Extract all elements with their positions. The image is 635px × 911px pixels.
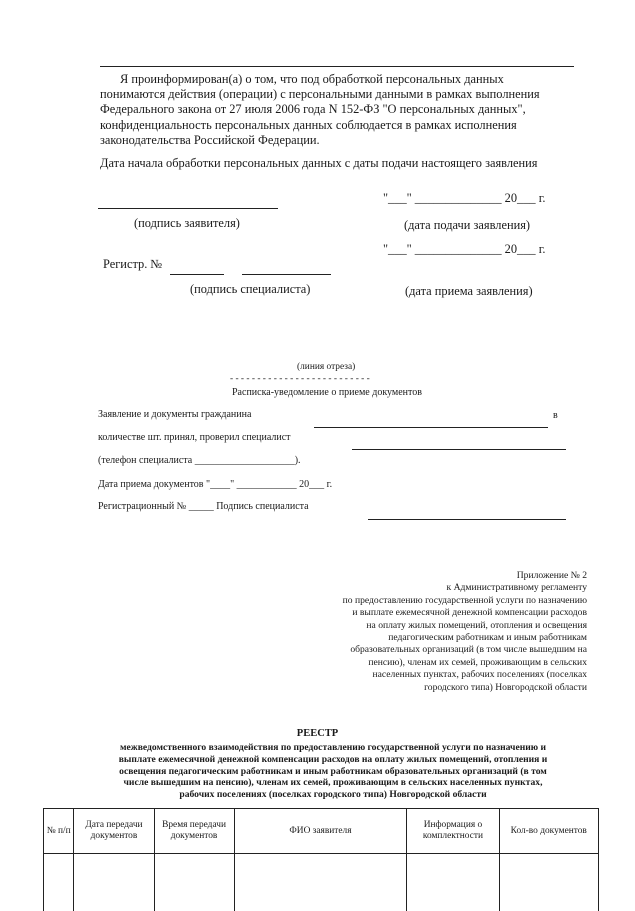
consent-line-2: понимаются действия (операции) с персональными данными в рамках выполнения — [100, 87, 572, 102]
consent-line-4: конфиденциальность персональных данных соблюдается в рамках исполнения — [100, 118, 572, 133]
receipt-line-applicant: Заявление и документы гражданина — [98, 409, 251, 420]
top-rule — [100, 66, 574, 67]
specialist-name-line[interactable] — [352, 449, 566, 450]
submission-date-field[interactable]: "___" ______________ 20___ г. — [383, 191, 546, 206]
receipt-line-registration: Регистрационный № _____ Подпись специалиста — [98, 501, 309, 512]
reestr-line-4: числе вышедшим на пенсию), членам их семей, проживающим в сельских населенных пунктах, — [88, 777, 578, 789]
column-transfer-time: Время передачи документов — [154, 809, 234, 854]
applicant-signature-caption: (подпись заявителя) — [134, 216, 240, 231]
column-number: № п/п — [44, 809, 74, 854]
appendix-line-4: и выплате ежемесячной денежной компенсации расходов — [287, 607, 587, 619]
reestr-line-1: межведомственного взаимодействия по предоставлению государственной услуги по назначению и — [88, 742, 578, 754]
registration-number-line[interactable] — [170, 274, 224, 275]
acceptance-date-field[interactable]: "___" ______________ 20___ г. — [383, 242, 546, 257]
table-cell[interactable] — [234, 854, 407, 911]
specialist-signature-line[interactable] — [242, 274, 331, 275]
appendix-line-9: населенных пунктах, рабочих поселениях (поселках — [287, 669, 587, 681]
acceptance-date-caption: (дата приема заявления) — [405, 284, 533, 299]
consent-paragraph — [100, 72, 572, 148]
table-cell[interactable] — [499, 854, 599, 911]
reestr-description — [88, 742, 578, 801]
cut-line-dashes: - - - - - - - - - - - - - - - - - - - - - - - - - - — [230, 374, 370, 384]
appendix-line-1: Приложение № 2 — [287, 570, 587, 582]
table-cell[interactable] — [74, 854, 154, 911]
consent-line-5: законодательства Российской Федерации. — [100, 133, 572, 148]
submission-date-caption: (дата подачи заявления) — [404, 218, 530, 233]
consent-line-3: Федерального закона от 27 июля 2006 года N 152-ФЗ "О персональных данных", — [100, 102, 572, 117]
receipt-specialist-signature-line[interactable] — [368, 519, 566, 520]
column-transfer-date: Дата передачи документов — [74, 809, 154, 854]
receipt-line-phone[interactable]: (телефон специалиста ____________________). — [98, 455, 301, 466]
appendix-line-7: образовательных организаций (в том числе вышедшим на — [287, 644, 587, 656]
column-completeness: Информация о комплектности — [407, 809, 499, 854]
receipt-line-suffix: в — [553, 410, 558, 421]
appendix-line-5: на оплату жилых помещений, отопления и освещения — [287, 620, 587, 632]
processing-start-text: Дата начала обработки персональных данных с даты подачи настоящего заявления — [100, 156, 538, 171]
table-cell[interactable] — [154, 854, 234, 911]
appendix-line-6: педагогическим работникам и иным работникам — [287, 632, 587, 644]
appendix-line-10: городского типа) Новгородской области — [287, 682, 587, 694]
table-cell[interactable] — [44, 854, 74, 911]
table-row — [44, 854, 599, 911]
reestr-table — [43, 808, 599, 911]
appendix-heading — [287, 570, 587, 694]
applicant-signature-line[interactable] — [98, 208, 278, 209]
specialist-signature-caption: (подпись специалиста) — [190, 282, 310, 297]
table-header-row — [44, 809, 599, 854]
receipt-line-quantity: количестве шт. принял, проверил специалист — [98, 432, 291, 443]
appendix-line-3: по предоставлению государственной услуги по назначению — [287, 595, 587, 607]
applicant-name-line[interactable] — [314, 427, 548, 428]
reestr-title: РЕЕСТР — [0, 728, 635, 739]
reestr-line-5: рабочих поселениях (поселках городского типа) Новгородской области — [88, 789, 578, 801]
cut-line-label: (линия отреза) — [297, 362, 355, 372]
column-applicant-name: ФИО заявителя — [234, 809, 407, 854]
table-cell[interactable] — [407, 854, 499, 911]
column-document-count: Кол-во документов — [499, 809, 599, 854]
consent-line-1: Я проинформирован(а) о том, что под обработкой персональных данных — [100, 72, 572, 87]
appendix-line-2: к Административному регламенту — [287, 582, 587, 594]
appendix-line-8: пенсию), членам их семей, проживающим в сельских — [287, 657, 587, 669]
receipt-title: Расписка-уведомление о приеме документов — [232, 387, 422, 398]
receipt-line-date[interactable]: Дата приема документов "____" ____________ 20___ г. — [98, 479, 332, 490]
reestr-line-3: освещения педагогическим работникам и иным работникам образовательных организаций (в том — [88, 766, 578, 778]
registration-label: Регистр. № — [103, 257, 162, 272]
reestr-line-2: выплате ежемесячной денежной компенсации расходов на оплату жилых помещений, отопления и — [88, 754, 578, 766]
